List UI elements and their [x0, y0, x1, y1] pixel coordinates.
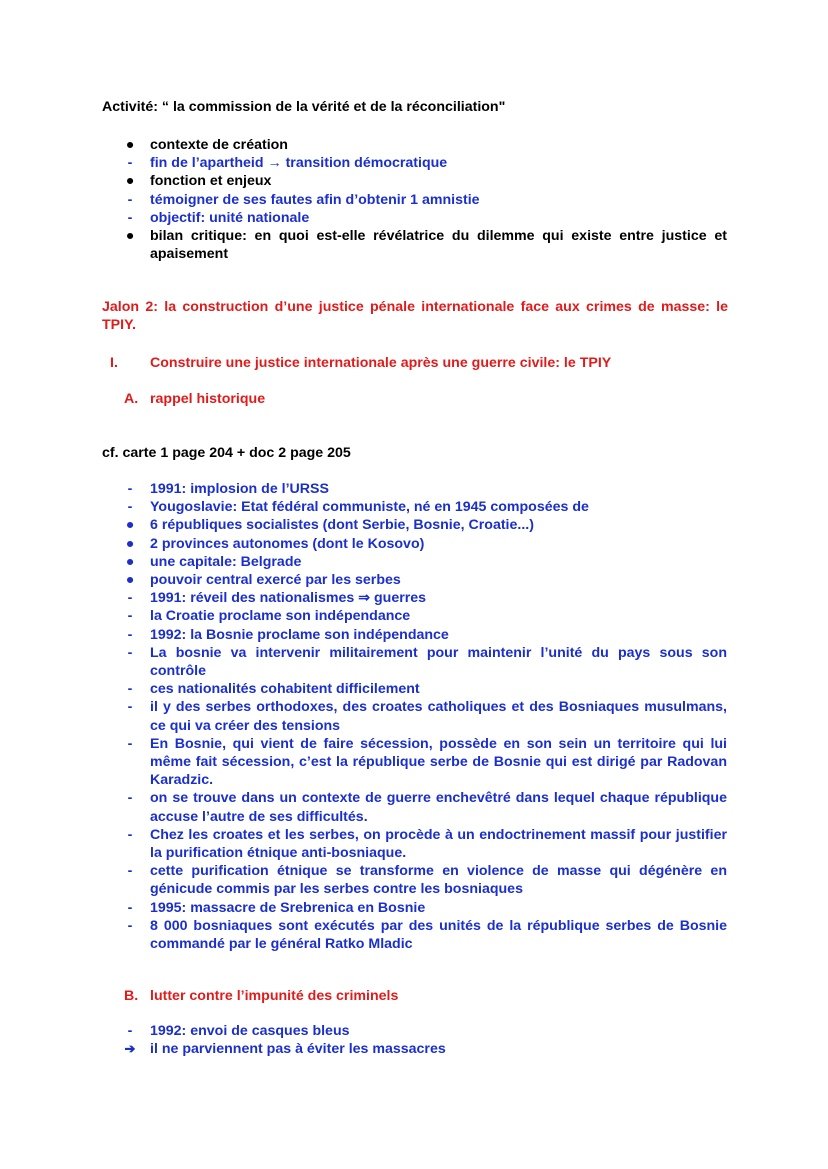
list-item-text: 1991: réveil des nationalismes ⇒ guerres: [150, 590, 427, 607]
list-item-text: témoigner de ses fautes afin d’obtenir 1 amnistie: [150, 191, 480, 208]
list-item: [0, 535, 828, 553]
list-item: [0, 553, 828, 571]
list-item-text: une capitale: Belgrade: [150, 553, 302, 570]
dash-marker: -: [127, 644, 133, 661]
bullet-icon: ●: [125, 173, 135, 190]
list-item: [0, 789, 828, 825]
section-a-title: rappel historique: [150, 391, 266, 407]
dash-marker: -: [127, 735, 133, 752]
dash-marker: -: [127, 626, 133, 643]
list-item-text: 8 000 bosniaques sont exécutés par des unités de la république serbes de Bosnie commandé par le général Ratko Mladic: [150, 917, 727, 953]
list-item: [0, 607, 828, 625]
impunity-list: [0, 1022, 828, 1058]
list-item-text: 2 provinces autonomes (dont le Kosovo): [150, 535, 425, 552]
bullet-icon: ●: [125, 553, 135, 570]
list-item: [0, 191, 828, 209]
bullet-icon: ●: [125, 228, 135, 245]
list-item: [0, 589, 828, 607]
dash-marker: -: [127, 681, 133, 698]
list-item: [0, 571, 828, 589]
list-item-text: fonction et enjeux: [150, 173, 272, 190]
section-1-number: I.: [110, 355, 118, 371]
list-item-text: pouvoir central exercé par les serbes: [150, 572, 401, 589]
list-item: [0, 136, 828, 154]
section-1-title: Construire une justice internationale après une guerre civile: le TPIY: [150, 355, 612, 371]
arrow-icon: ➔: [124, 1041, 136, 1057]
list-item: [0, 209, 828, 227]
history-list: [0, 480, 828, 953]
dash-marker: -: [127, 590, 133, 607]
section-a-number: A.: [124, 391, 139, 407]
dash-marker: -: [127, 608, 133, 625]
list-item: [0, 1022, 828, 1040]
list-item-text: bilan critique: en quoi est-elle révélatrice du dilemme qui existe entre justice et apaisement: [150, 228, 727, 263]
list-item: [0, 172, 828, 190]
bullet-icon: ●: [125, 535, 135, 552]
list-item-text: ces nationalités cohabitent difficilement: [150, 681, 420, 698]
list-item: [0, 735, 828, 790]
list-item: [0, 680, 828, 698]
list-item-text: cette purification étnique se transforme en violence de masse qui dégénère en génicude commis par les serbes contre les bosniaques: [150, 863, 727, 898]
dash-marker: -: [127, 1023, 133, 1039]
dash-marker: -: [127, 481, 133, 497]
list-item: [0, 516, 828, 534]
context-list: [0, 136, 828, 263]
list-item: [0, 826, 828, 862]
dash-marker: -: [127, 917, 133, 934]
list-item: [0, 899, 828, 917]
jalon-heading: Jalon 2: la construction d’une justice pénale internationale face aux crimes de masse: le TPIY.: [102, 299, 728, 334]
list-item-text: on se trouve dans un contexte de guerre enchevêtré dans lequel chaque république accuse l’autre de ses difficultés.: [150, 790, 727, 825]
list-item: [0, 498, 828, 516]
dash-marker: -: [127, 863, 133, 880]
activity-title: Activité: “ la commission de la vérité et de la réconciliation": [102, 99, 506, 115]
list-item-text: 1992: envoi de casques bleus: [150, 1023, 350, 1039]
section-b-number: B.: [124, 988, 139, 1004]
list-item-text: contexte de création: [150, 137, 288, 153]
dash-marker: -: [127, 790, 133, 807]
list-item: [0, 154, 828, 172]
bullet-icon: ●: [125, 572, 135, 589]
list-item-text: En Bosnie, qui vient de faire sécession, possède en son sein un territoire qui lui même fait sécession, c’est la république serbe de Bosnie qui est dirigé par Radovan Karadzic.: [150, 735, 727, 789]
dash-marker: -: [127, 209, 133, 226]
list-item-text: La bosnie va intervenir militairement pour maintenir l’unité du pays sous son contrôle: [150, 644, 727, 680]
bullet-icon: ●: [125, 137, 135, 153]
list-item-text: il ne parviennent pas à éviter les massacres: [150, 1041, 446, 1058]
bullet-icon: ●: [125, 517, 135, 534]
dash-marker: -: [127, 826, 133, 843]
list-item-text: 1992: la Bosnie proclame son indépendance: [150, 626, 449, 643]
list-item-text: il y des serbes orthodoxes, des croates catholiques et des Bosniaques musulmans, ce qui va créer des tensions: [150, 699, 727, 734]
list-item: [0, 644, 828, 680]
reference-note: cf. carte 1 page 204 + doc 2 page 205: [102, 445, 351, 461]
list-item-text: 6 républiques socialistes (dont Serbie, Bosnie, Croatie...): [150, 517, 534, 534]
list-item-text: 1995: massacre de Srebrenica en Bosnie: [150, 899, 426, 916]
list-item: [0, 917, 828, 953]
list-item: [0, 626, 828, 644]
list-item: [0, 1040, 828, 1058]
dash-marker: -: [127, 155, 133, 172]
list-item: [0, 698, 828, 734]
section-b-title: lutter contre l’impunité des criminels: [150, 988, 399, 1004]
list-item-text: 1991: implosion de l’URSS: [150, 481, 329, 497]
list-item-text: objectif: unité nationale: [150, 209, 310, 226]
list-item: [0, 862, 828, 898]
dash-marker: -: [127, 191, 133, 208]
list-item-text: Yougoslavie: Etat fédéral communiste, né en 1945 composées de: [150, 499, 589, 516]
dash-marker: -: [127, 899, 133, 916]
dash-marker: -: [127, 499, 133, 516]
list-item: [0, 480, 828, 498]
list-item: [0, 227, 828, 263]
list-item-text: Chez les croates et les serbes, on procède à un endoctrinement massif pour justifier la purification étnique anti-bosniaque.: [150, 826, 727, 862]
list-item-text: la Croatie proclame son indépendance: [150, 608, 411, 625]
dash-marker: -: [127, 699, 133, 716]
list-item-text: fin de l’apartheid → transition démocratique: [150, 155, 448, 172]
